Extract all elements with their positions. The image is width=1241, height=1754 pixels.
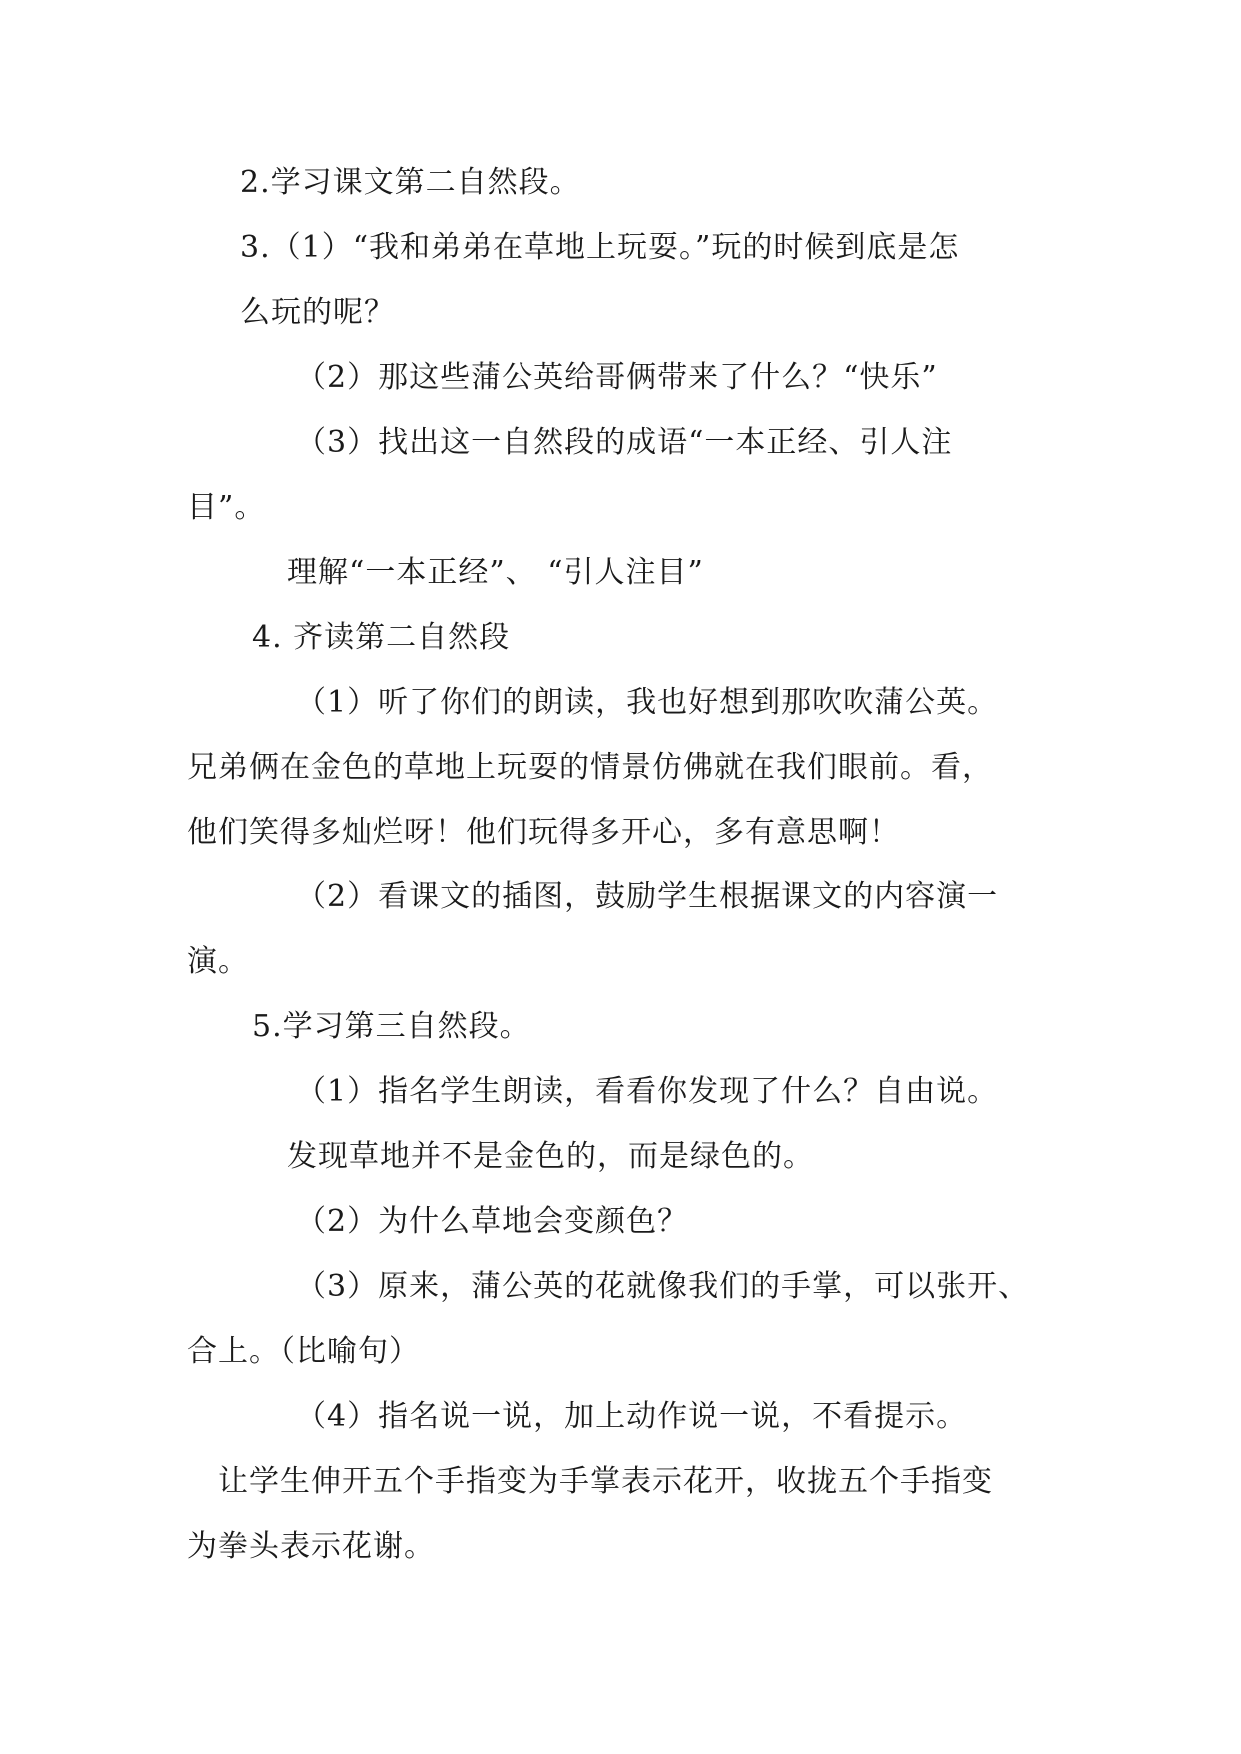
text-line: 发现草地并不是金色的，而是绿色的。 — [287, 1139, 814, 1174]
text-line: （4）指名说一说，加上动作说一说，不看提示。 — [296, 1399, 968, 1434]
text-line: 为拳头表示花谢。 — [187, 1529, 435, 1564]
text-line: 理解“一本正经”、 “引人注目” — [287, 555, 704, 590]
text-line: 5.学习第三自然段。 — [252, 1009, 531, 1044]
text-line: 2.学习课文第二自然段。 — [240, 165, 581, 200]
text-line: 么玩的呢？ — [240, 295, 395, 330]
text-line: （2）那这些蒲公英给哥俩带来了什么？“快乐” — [296, 360, 938, 395]
text-line: 演。 — [187, 944, 249, 979]
text-line: 合上。（比喻句） — [187, 1334, 420, 1369]
text-line: 兄弟俩在金色的草地上玩耍的情景仿佛就在我们眼前。看， — [187, 750, 993, 785]
text-line: 让学生伸开五个手指变为手掌表示花开，收拢五个手指变 — [218, 1464, 993, 1499]
text-line: （3）原来，蒲公英的花就像我们的手掌，可以张开、 — [296, 1269, 1030, 1304]
text-line: 4. 齐读第二自然段 — [252, 620, 511, 655]
text-line: （2）为什么草地会变颜色？ — [296, 1204, 689, 1239]
text-line: 目”。 — [187, 490, 266, 525]
text-line: （2）看课文的插图，鼓励学生根据课文的内容演一 — [296, 879, 999, 914]
text-line: 他们笑得多灿烂呀！他们玩得多开心，多有意思啊！ — [187, 815, 900, 850]
text-line: （1）听了你们的朗读，我也好想到那吹吹蒲公英。 — [296, 685, 999, 720]
text-line: （3）找出这一自然段的成语“一本正经、引人注 — [296, 425, 953, 460]
text-line: （1）指名学生朗读，看看你发现了什么？自由说。 — [296, 1074, 999, 1109]
text-line: 3.（1）“我和弟弟在草地上玩耍。”玩的时候到底是怎 — [240, 230, 960, 265]
